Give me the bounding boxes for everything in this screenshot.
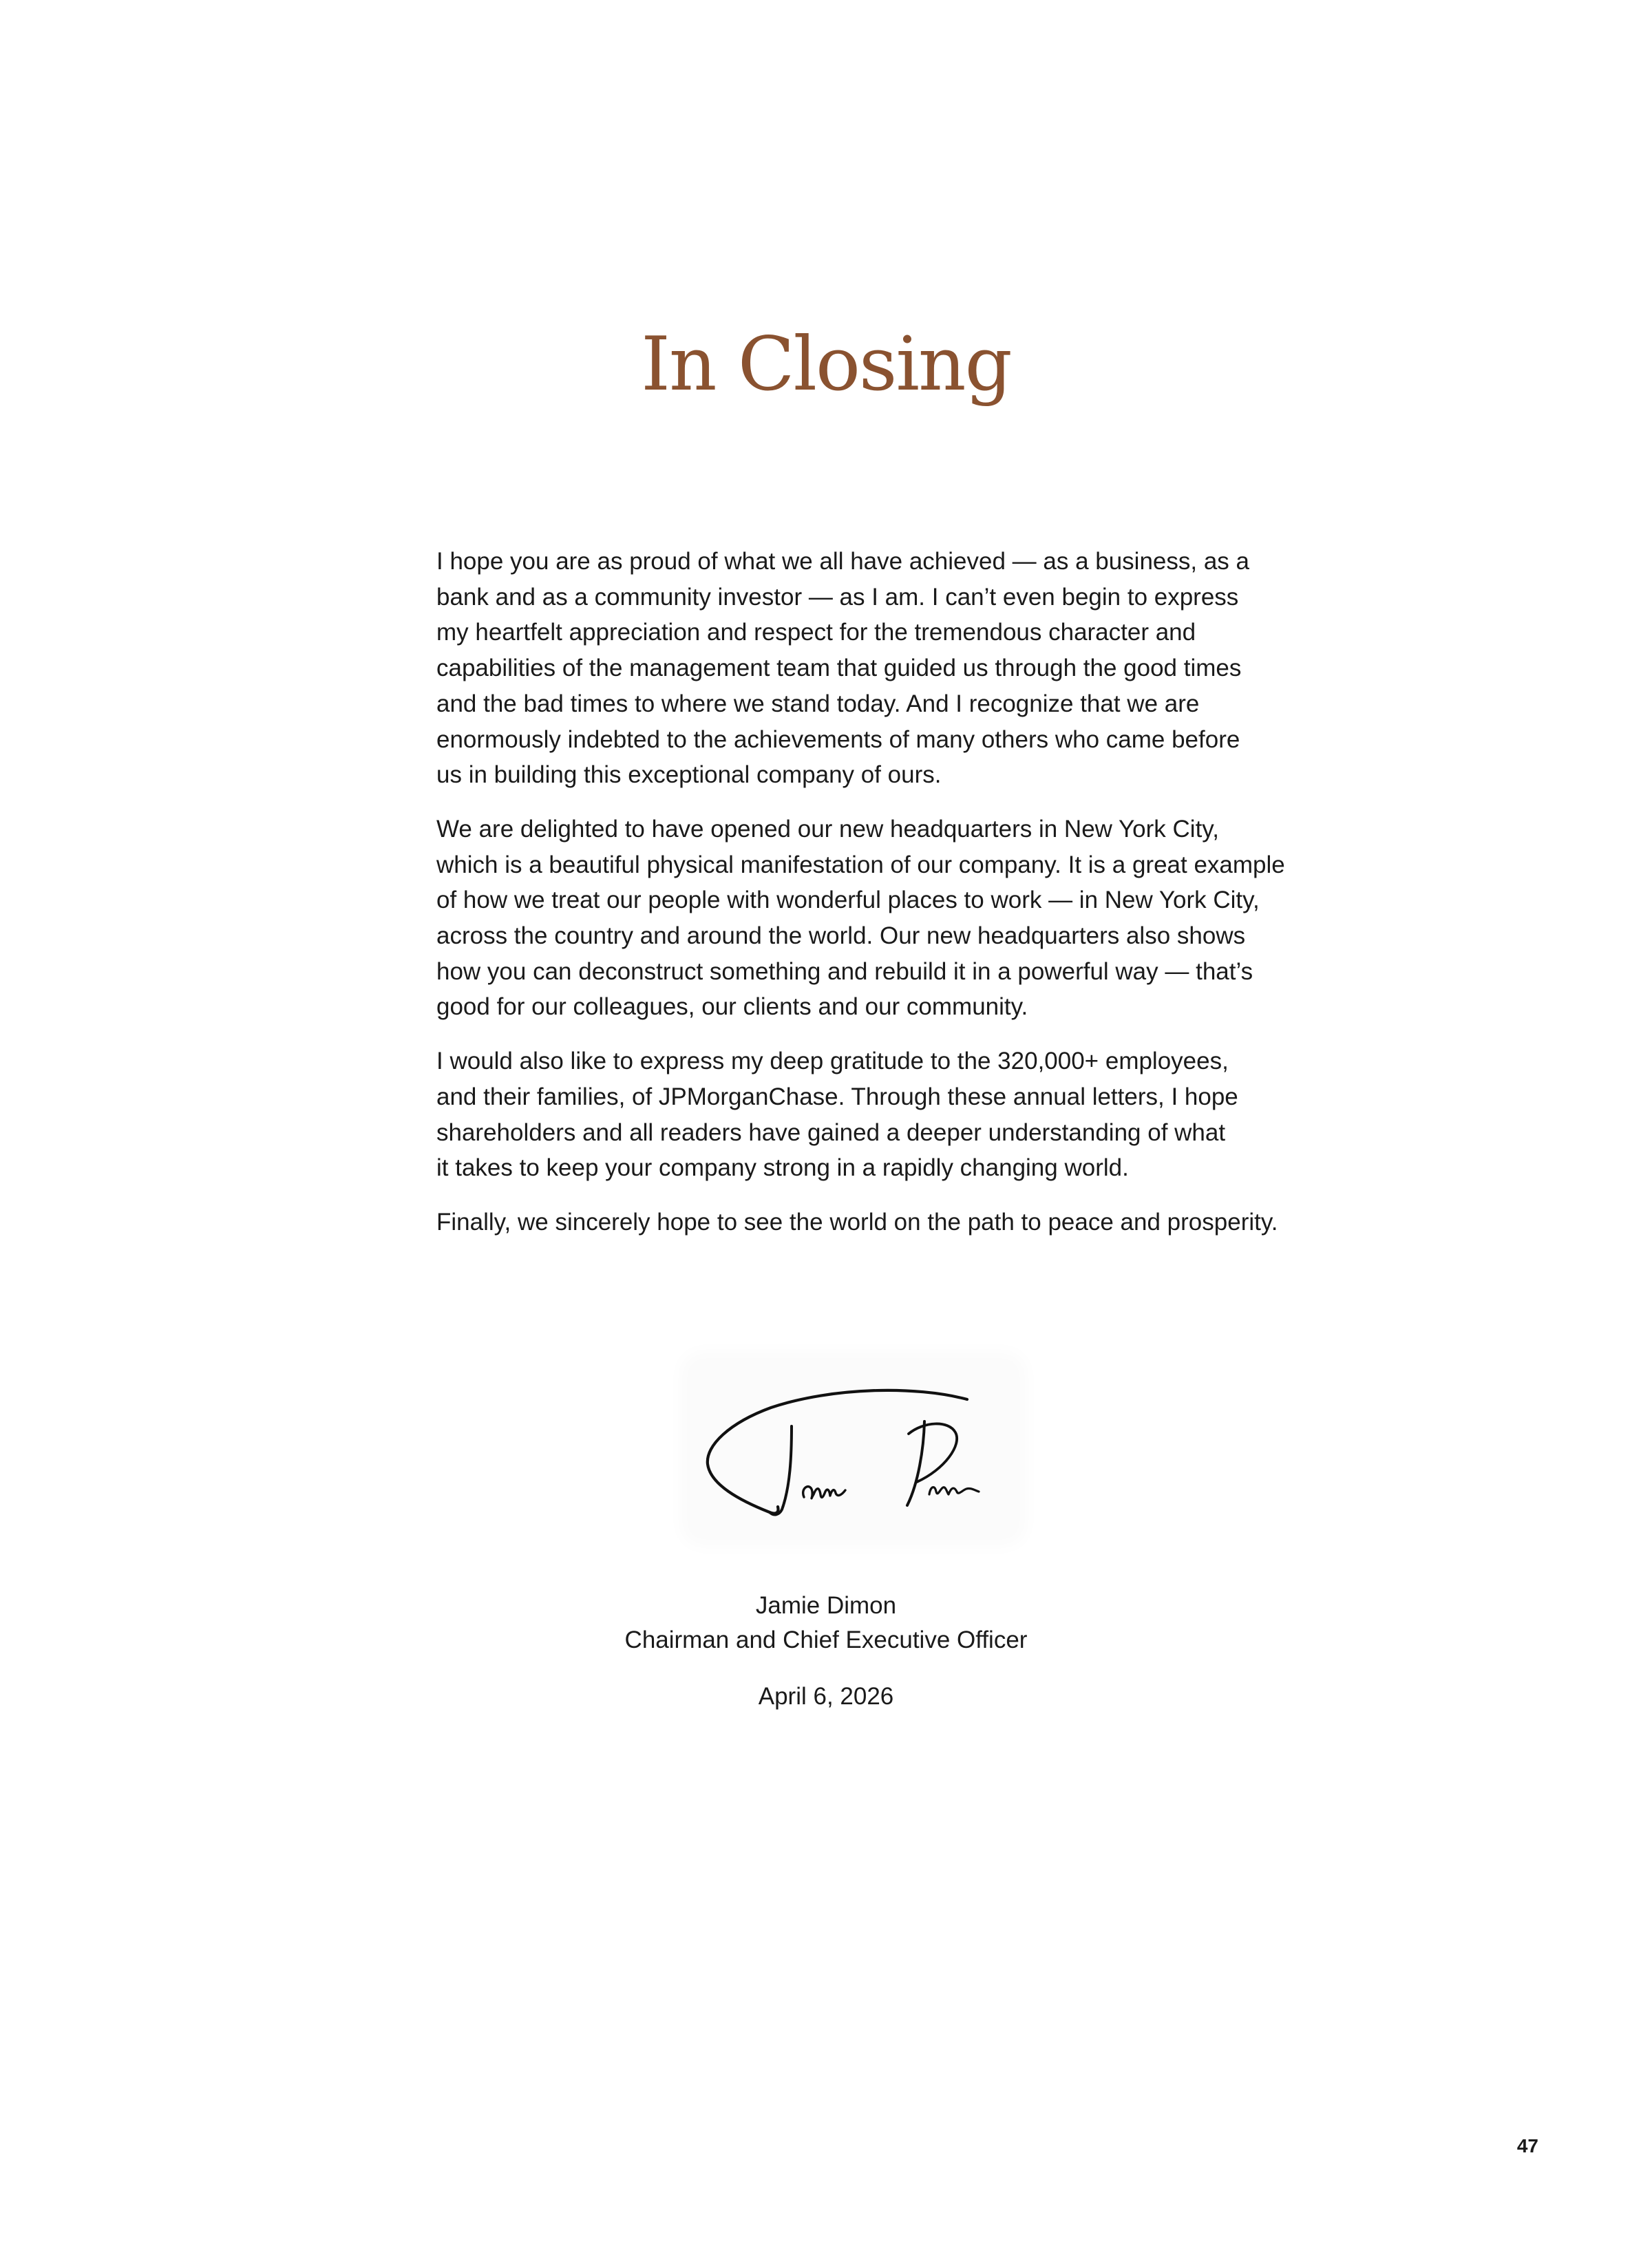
text-line: and their families, of JPMorganChase. Through these annual letters, I hope [436,1083,1238,1110]
text-line: Finally, we sincerely hope to see the world on the path to peace and prosperity. [436,1208,1278,1236]
text-line: of how we treat our people with wonderful places to work — in New York City, [436,887,1260,914]
text-line: my heartfelt appreciation and respect for the tremendous character and [436,619,1196,646]
paragraph-3 [436,1043,1352,1186]
text-line: how you can deconstruct something and rebuild it in a powerful way — that’s [436,957,1253,985]
paragraph-4 [436,1205,1352,1240]
signer-name: Jamie Dimon [755,1592,897,1619]
text-line: good for our colleagues, our clients and our community. [436,993,1028,1021]
signature-drawing [688,1359,1019,1538]
text-line: bank and as a community investor — as I am. I can’t even begin to express [436,583,1239,611]
text-line: which is a beautiful physical manifestation of our company. It is a great example [436,851,1285,878]
text-line: across the country and around the world. Our new headquarters also shows [436,922,1246,950]
text-line: I hope you are as proud of what we all have achieved — as a business, as a [436,548,1249,575]
text-line: shareholders and all readers have gained a deeper understanding of what [436,1119,1226,1146]
text-line: and the bad times to where we stand today. And I recognize that we are [436,690,1200,717]
page-number: 47 [1516,2135,1538,2157]
text-line: capabilities of the management team that guided us through the good times [436,655,1242,682]
paragraph-2 [436,812,1352,1025]
text-line: I would also like to express my deep gratitude to the 320,000+ employees, [436,1048,1229,1075]
text-line: us in building this exceptional company of ours. [436,761,942,789]
text-line: enormously indebted to the achievements of many others who came before [436,725,1240,753]
text-line: it takes to keep your company strong in a rapidly changing world. [436,1154,1129,1182]
text-line: We are delighted to have opened our new headquarters in New York City, [436,815,1219,843]
paragraph-1 [436,544,1352,793]
letter-body [436,544,1352,1259]
letter-date: April 6, 2026 [758,1683,894,1710]
handwritten-signature-icon [688,1359,1019,1538]
signer-title: Chairman and Chief Executive Officer [624,1627,1028,1653]
page-title: In Closing [641,321,1011,407]
